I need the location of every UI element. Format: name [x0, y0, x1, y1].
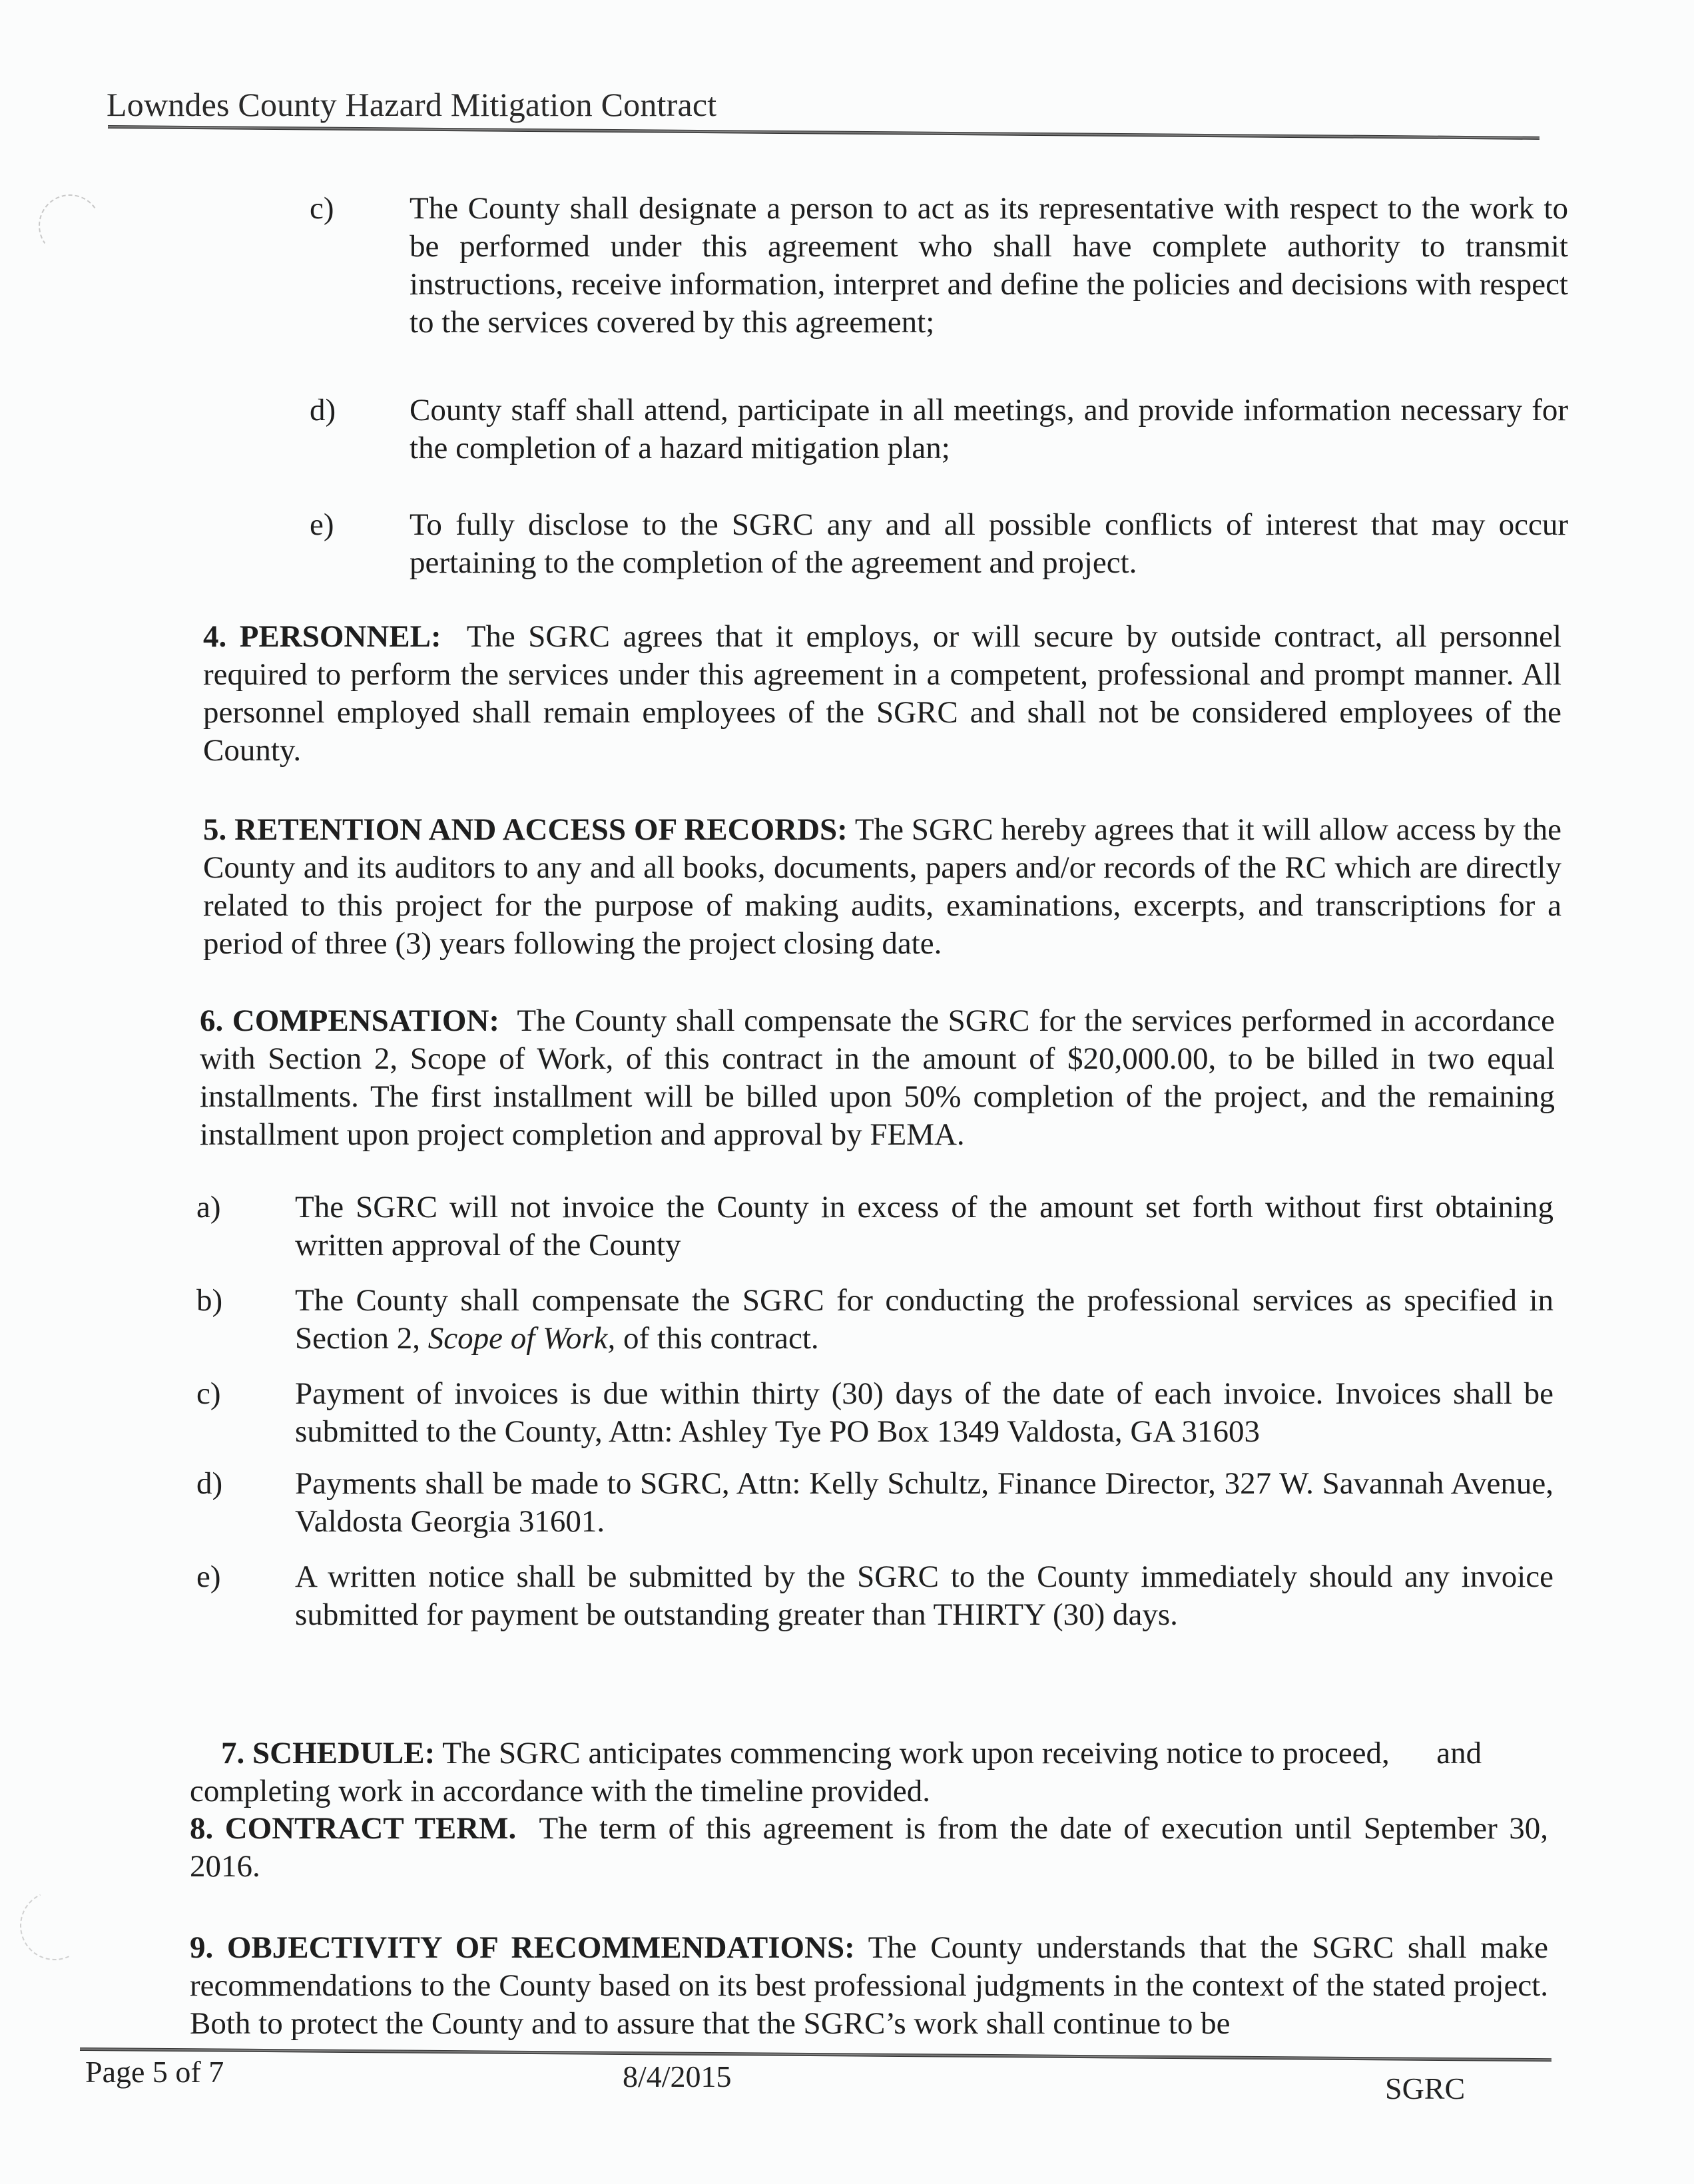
section-title: 7. SCHEDULE: [221, 1736, 435, 1771]
list-item-text: The SGRC will not invoice the County in excess of the amount set forth without first obtaining written approval of the County [295, 1190, 1553, 1262]
list-item-label: c) [310, 191, 334, 226]
list-item-label: e) [310, 507, 334, 542]
list-item-text: To fully disclose to the SGRC any and all possible conflicts of interest that may occur pertaining to the completion of the agreement and project. [410, 507, 1568, 580]
list-item-text: County staff shall attend, participate in all meetings, and provide information necessary for the completion of a hazard mitigation plan; [410, 393, 1568, 465]
footer-date: 8/4/2015 [623, 2059, 732, 2093]
section-text: The SGRC agrees that it employs, or will secure by outside contract, all personnel required to perform the services under this agreement in a competent, professional and prompt manner. All personnel employed shall remain employees of the SGRC and shall not be considered employees of the County. [203, 619, 1562, 768]
list-item-label: a) [196, 1190, 221, 1225]
text-run: The County shall compensate the SGRC for conducting the professional services as specified in Section 2, [295, 1283, 1553, 1356]
list-item-label: c) [196, 1376, 221, 1411]
list-item-label: d) [196, 1466, 223, 1501]
text-run: of this contract. [615, 1321, 819, 1356]
section-text: The SGRC hereby agrees that it will allow access by the County and its auditors to any and all books, documents, papers and/or records of the RC which are directly related to this project for the purpose of making audits, examinations, excerpts, and transcriptions for a period of three (3) years following the project closing date. [203, 812, 1561, 961]
list-item [196, 1282, 1555, 1362]
list-item-text [295, 1282, 1553, 1358]
section-text: The term of this agreement is from the date of execution until September 30, 2016. [190, 1811, 1549, 1884]
section-title: 8. CONTRACT TERM. [190, 1811, 517, 1846]
section-text: The County understands that the SGRC shall make recommendations to the County based on its best professional judgments in the context of the stated project. Both to protect the County and to assure that the SGRC’s work shall continue to be [190, 1930, 1549, 2041]
section-text: The SGRC anticipates commencing work upon receiving notice to proceed, and completing work in accordance with the timeline provided. [190, 1736, 1490, 1808]
list-item [310, 190, 1575, 350]
section-text: The County shall compensate the SGRC for the services performed in accordance with Section 2, Scope of Work, of this contract in the amount of $20,000.00, to be billed in two equal installments. The first installment will be billed upon 50% completion of the project, and the remaining installment upon project completion and approval by FEMA. [200, 1003, 1555, 1152]
section-compensation [200, 1002, 1555, 1154]
header-title: Lowndes County Hazard Mitigation Contract [107, 86, 717, 123]
list-item [196, 1189, 1555, 1268]
scope-of-work-italic: Scope of Work, [427, 1321, 616, 1356]
list-item-label: d) [310, 393, 336, 427]
section-title: 5. RETENTION AND ACCESS OF RECORDS: [203, 812, 848, 847]
section-title: 9. OBJECTIVITY OF RECOMMENDATIONS: [190, 1930, 855, 1965]
header-rule [108, 125, 1540, 140]
list-item [196, 1558, 1555, 1638]
list-item-text: Payment of invoices is due within thirty (30) days of the date of each invoice. Invoices shall be submitted to the County, Attn: Ashley Tye PO Box 1349 Valdosta, GA 31603 [295, 1376, 1553, 1449]
list-item-label: e) [196, 1559, 221, 1594]
footer-organization: SGRC [1385, 2071, 1466, 2105]
section-title: 4. PERSONNEL: [203, 619, 441, 654]
footer-page-number: Page 5 of 7 [85, 2055, 224, 2089]
section-records [203, 811, 1561, 963]
footer-rule [80, 2048, 1552, 2061]
list-item [310, 506, 1575, 586]
section-personnel [203, 618, 1561, 770]
list-item [196, 1465, 1555, 1545]
section-contract-term [190, 1810, 1548, 1886]
list-item-text: The County shall designate a person to act as its representative with respect to the work to be performed under this agreement who shall have complete authority to transmit instructions, receive information, interpret and define the policies and decisions with respect to the services covered by this agreement; [410, 191, 1568, 340]
list-item [196, 1375, 1555, 1455]
list-item-text: Payments shall be made to SGRC, Attn: Kelly Schultz, Finance Director, 327 W. Savannah Avenue, Valdosta Georgia 31601. [295, 1466, 1553, 1539]
section-title: 6. COMPENSATION: [200, 1003, 500, 1038]
section-objectivity [190, 1929, 1548, 2043]
list-item [310, 392, 1575, 471]
punch-hole-mark [10, 1881, 99, 1970]
list-item-label: b) [196, 1283, 223, 1318]
punch-hole-mark [34, 190, 107, 262]
list-item-text: A written notice shall be submitted by the SGRC to the County immediately should any invoice submitted for payment be outstanding greater than THIRTY (30) days. [295, 1559, 1553, 1632]
